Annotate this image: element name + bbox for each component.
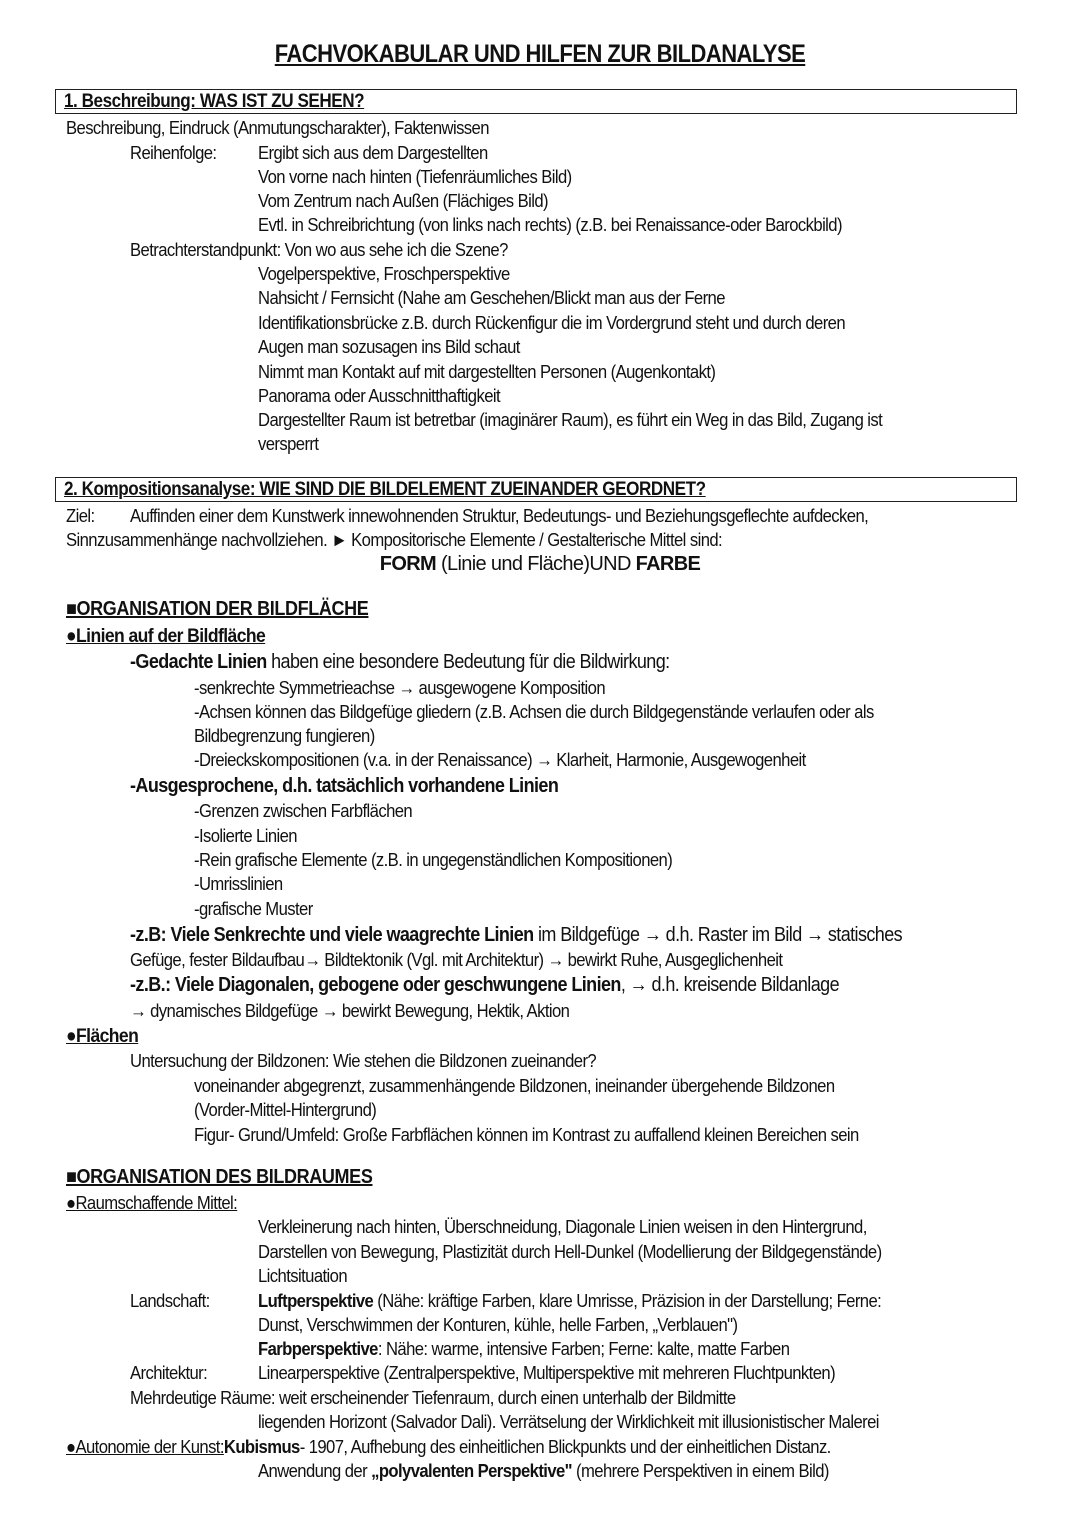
bildflaeche-heading: ■ORGANISATION DER BILDFLÄCHE — [66, 598, 369, 620]
gedachte-item: -Achsen können das Bildgefüge gliedern (z.B. Achsen die durch Bildgegenstände verlaufen oder als — [194, 701, 874, 722]
kubismus-label: Kubismus — [223, 1436, 300, 1457]
ausgesprochene-item: -Grenzen zwischen Farbflächen — [194, 800, 413, 821]
flaechen-item: (Vorder-Mittel-Hintergrund) — [194, 1099, 377, 1120]
farbperspektive — [258, 1338, 789, 1360]
reihenfolge-label: Reihenfolge: — [130, 142, 217, 163]
section1-heading: 1. Beschreibung: WAS IST ZU SEHEN? — [64, 91, 365, 112]
zb-senkrechte-text: im Bildgefüge → d.h. Raster im Bild → statisches — [533, 924, 903, 946]
zb-diagonalen-line2: → dynamisches Bildgefüge → bewirkt Bewegung, Hektik, Aktion — [130, 1000, 570, 1021]
linien-heading: ●Linien auf der Bildfläche — [66, 625, 266, 647]
anwendung-pre: Anwendung der — [258, 1460, 372, 1481]
gedachte-linien-label: -Gedachte Linien — [130, 651, 267, 673]
autonomie-der-kunst — [66, 1436, 831, 1458]
form-und-farbe — [0, 553, 1080, 575]
raum-item: Verkleinerung nach hinten, Überschneidung, Diagonale Linien weisen in den Hintergrund, — [258, 1216, 867, 1237]
betrachterstandpunkt: Betrachterstandpunkt: Von wo aus sehe ich die Szene? — [130, 239, 508, 260]
ausgesprochene-item: -grafische Muster — [194, 898, 313, 919]
ziel-label: Ziel: — [66, 505, 95, 526]
zb-senkrechte-line2: Gefüge, fester Bildaufbau→ Bildtektonik (Vgl. mit Architektur) → bewirkt Ruhe, Ausgeglichenheit — [130, 949, 783, 970]
gedachte-item: -senkrechte Symmetrieachse → ausgewogene Komposition — [194, 677, 606, 698]
standpunkt-item: Identifikationsbrücke z.B. durch Rückenfigur die im Vordergrund steht und durch deren — [258, 312, 846, 333]
standpunkt-item: Nimmt man Kontakt auf mit dargestellten Personen (Augenkontakt) — [258, 361, 716, 382]
raum-item: Darstellen von Bewegung, Plastizität durch Hell-Dunkel (Modellierung der Bildgegenstände) — [258, 1241, 882, 1262]
reihenfolge-item: Von vorne nach hinten (Tiefenräumliches Bild) — [258, 166, 572, 187]
ausgesprochene-item: -Isolierte Linien — [194, 825, 297, 846]
standpunkt-item: Vogelperspektive, Froschperspektive — [258, 263, 510, 284]
ziel-text: Auffinden einer dem Kunstwerk innewohnenden Struktur, Bedeutungs- und Beziehungsgeflechte aufdecken, — [130, 505, 869, 526]
luftperspektive-label: Luftperspektive — [258, 1290, 374, 1311]
luftperspektive-text: (Nähe: kräftige Farben, klare Umrisse, Präzision in der Darstellung; Ferne: — [373, 1290, 882, 1311]
landschaft-label: Landschaft: — [130, 1290, 210, 1311]
zb-diagonalen-text: , → d.h. kreisende Bildanlage — [620, 974, 840, 996]
architektur-label: Architektur: — [130, 1362, 208, 1383]
anwendung-post: (mehrere Perspektiven in einem Bild) — [571, 1460, 829, 1481]
raumschaffende-heading: ●Raumschaffende Mittel: — [66, 1192, 238, 1213]
mehrdeutige-raeume: Mehrdeutige Räume: weit erscheinender Tiefenraum, durch einen unterhalb der Bildmitte — [130, 1387, 736, 1408]
section2-heading: 2. Kompositionsanalyse: WIE SIND DIE BILDELEMENT ZUEINANDER GEORDNET? — [64, 479, 706, 500]
zb-senkrechte-label: -z.B: Viele Senkrechte und viele waagrechte Linien — [130, 924, 534, 946]
flaechen-item: Figur- Grund/Umfeld: Große Farbflächen können im Kontrast zu auffallend kleinen Bereichen sein — [194, 1124, 859, 1145]
standpunkt-item: Nahsicht / Fernsicht (Nahe am Geschehen/Blickt man aus der Ferne — [258, 287, 725, 308]
polyvalente-perspektive — [258, 1460, 829, 1482]
reihenfolge-item: Ergibt sich aus dem Dargestellten — [258, 142, 488, 163]
polyvalente-label: „polyvalenten Perspektive" — [371, 1460, 572, 1481]
document-title: FACHVOKABULAR UND HILFEN ZUR BILDANALYSE — [274, 40, 806, 68]
flaechen-item: Untersuchung der Bildzonen: Wie stehen die Bildzonen zueinander? — [130, 1050, 597, 1071]
gedachte-linien-text: haben eine besondere Bedeutung für die Bildwirkung: — [266, 651, 670, 673]
zb-diagonalen — [130, 974, 839, 996]
farbperspektive-label: Farbperspektive — [258, 1338, 378, 1359]
reihenfolge-item: Evtl. in Schreibrichtung (von links nach rechts) (z.B. bei Renaissance-oder Barockbild) — [258, 214, 842, 235]
section1-heading-box — [55, 89, 1017, 114]
mehrdeutige-raeume-line2: liegenden Horizont (Salvador Dali). Verrätselung der Wirklichkeit mit illusionistischer Malerei — [258, 1411, 879, 1432]
gedachte-linien — [130, 651, 670, 673]
zb-diagonalen-label: -z.B.: Viele Diagonalen, gebogene oder geschwungene Linien — [130, 974, 621, 996]
zb-senkrechte — [130, 924, 902, 946]
standpunkt-item: Dargestellter Raum ist betretbar (imaginärer Raum), es führt ein Weg in das Bild, Zugang ist — [258, 409, 883, 430]
gedachte-item: Bildbegrenzung fungieren) — [194, 725, 375, 746]
section2-heading-box — [55, 477, 1017, 502]
reihenfolge-item: Vom Zentrum nach Außen (Flächiges Bild) — [258, 190, 548, 211]
architektur-text: Linearperspektive (Zentralperspektive, Multiperspektive mit mehreren Fluchtpunkten) — [258, 1362, 836, 1383]
ausgesprochene-item: -Rein grafische Elemente (z.B. in ungegenständlichen Kompositionen) — [194, 849, 673, 870]
ziel-text: Sinnzusammenhänge nachvollziehen. ► Kompositorische Elemente / Gestalterische Mittel sind: — [66, 529, 723, 550]
raum-item: Lichtsituation — [258, 1265, 348, 1286]
kubismus-text: - 1907, Aufhebung des einheitlichen Blickpunkts und der einheitlichen Distanz. — [299, 1436, 831, 1457]
gedachte-item: -Dreieckskompositionen (v.a. in der Renaissance) → Klarheit, Harmonie, Ausgewogenheit — [194, 749, 806, 770]
form-label: FORM — [379, 553, 437, 575]
ausgesprochene-linien: -Ausgesprochene, d.h. tatsächlich vorhandene Linien — [130, 775, 559, 797]
luftperspektive — [258, 1290, 881, 1312]
farbperspektive-text: : Nähe: warme, intensive Farben; Ferne: kalte, matte Farben — [377, 1338, 790, 1359]
bildraum-heading: ■ORGANISATION DES BILDRAUMES — [66, 1166, 373, 1188]
flaechen-item: voneinander abgegrenzt, zusammenhängende Bildzonen, ineinander übergehende Bildzonen — [194, 1075, 835, 1096]
luftperspektive-line2: Dunst, Verschwimmen der Konturen, kühle, helle Farben, „Verblauen") — [258, 1314, 738, 1335]
standpunkt-item: versperrt — [258, 433, 319, 454]
ausgesprochene-item: -Umrisslinien — [194, 873, 283, 894]
farbe-label: FARBE — [635, 553, 701, 575]
autonomie-label: ●Autonomie der Kunst: — [66, 1436, 224, 1457]
standpunkt-item: Augen man sozusagen ins Bild schaut — [258, 336, 520, 357]
form-mid: (Linie und Fläche)UND — [436, 553, 636, 575]
section1-intro: Beschreibung, Eindruck (Anmutungscharakter), Faktenwissen — [66, 117, 489, 138]
standpunkt-item: Panorama oder Ausschnitthaftigkeit — [258, 385, 501, 406]
flaechen-heading: ●Flächen — [66, 1025, 139, 1047]
